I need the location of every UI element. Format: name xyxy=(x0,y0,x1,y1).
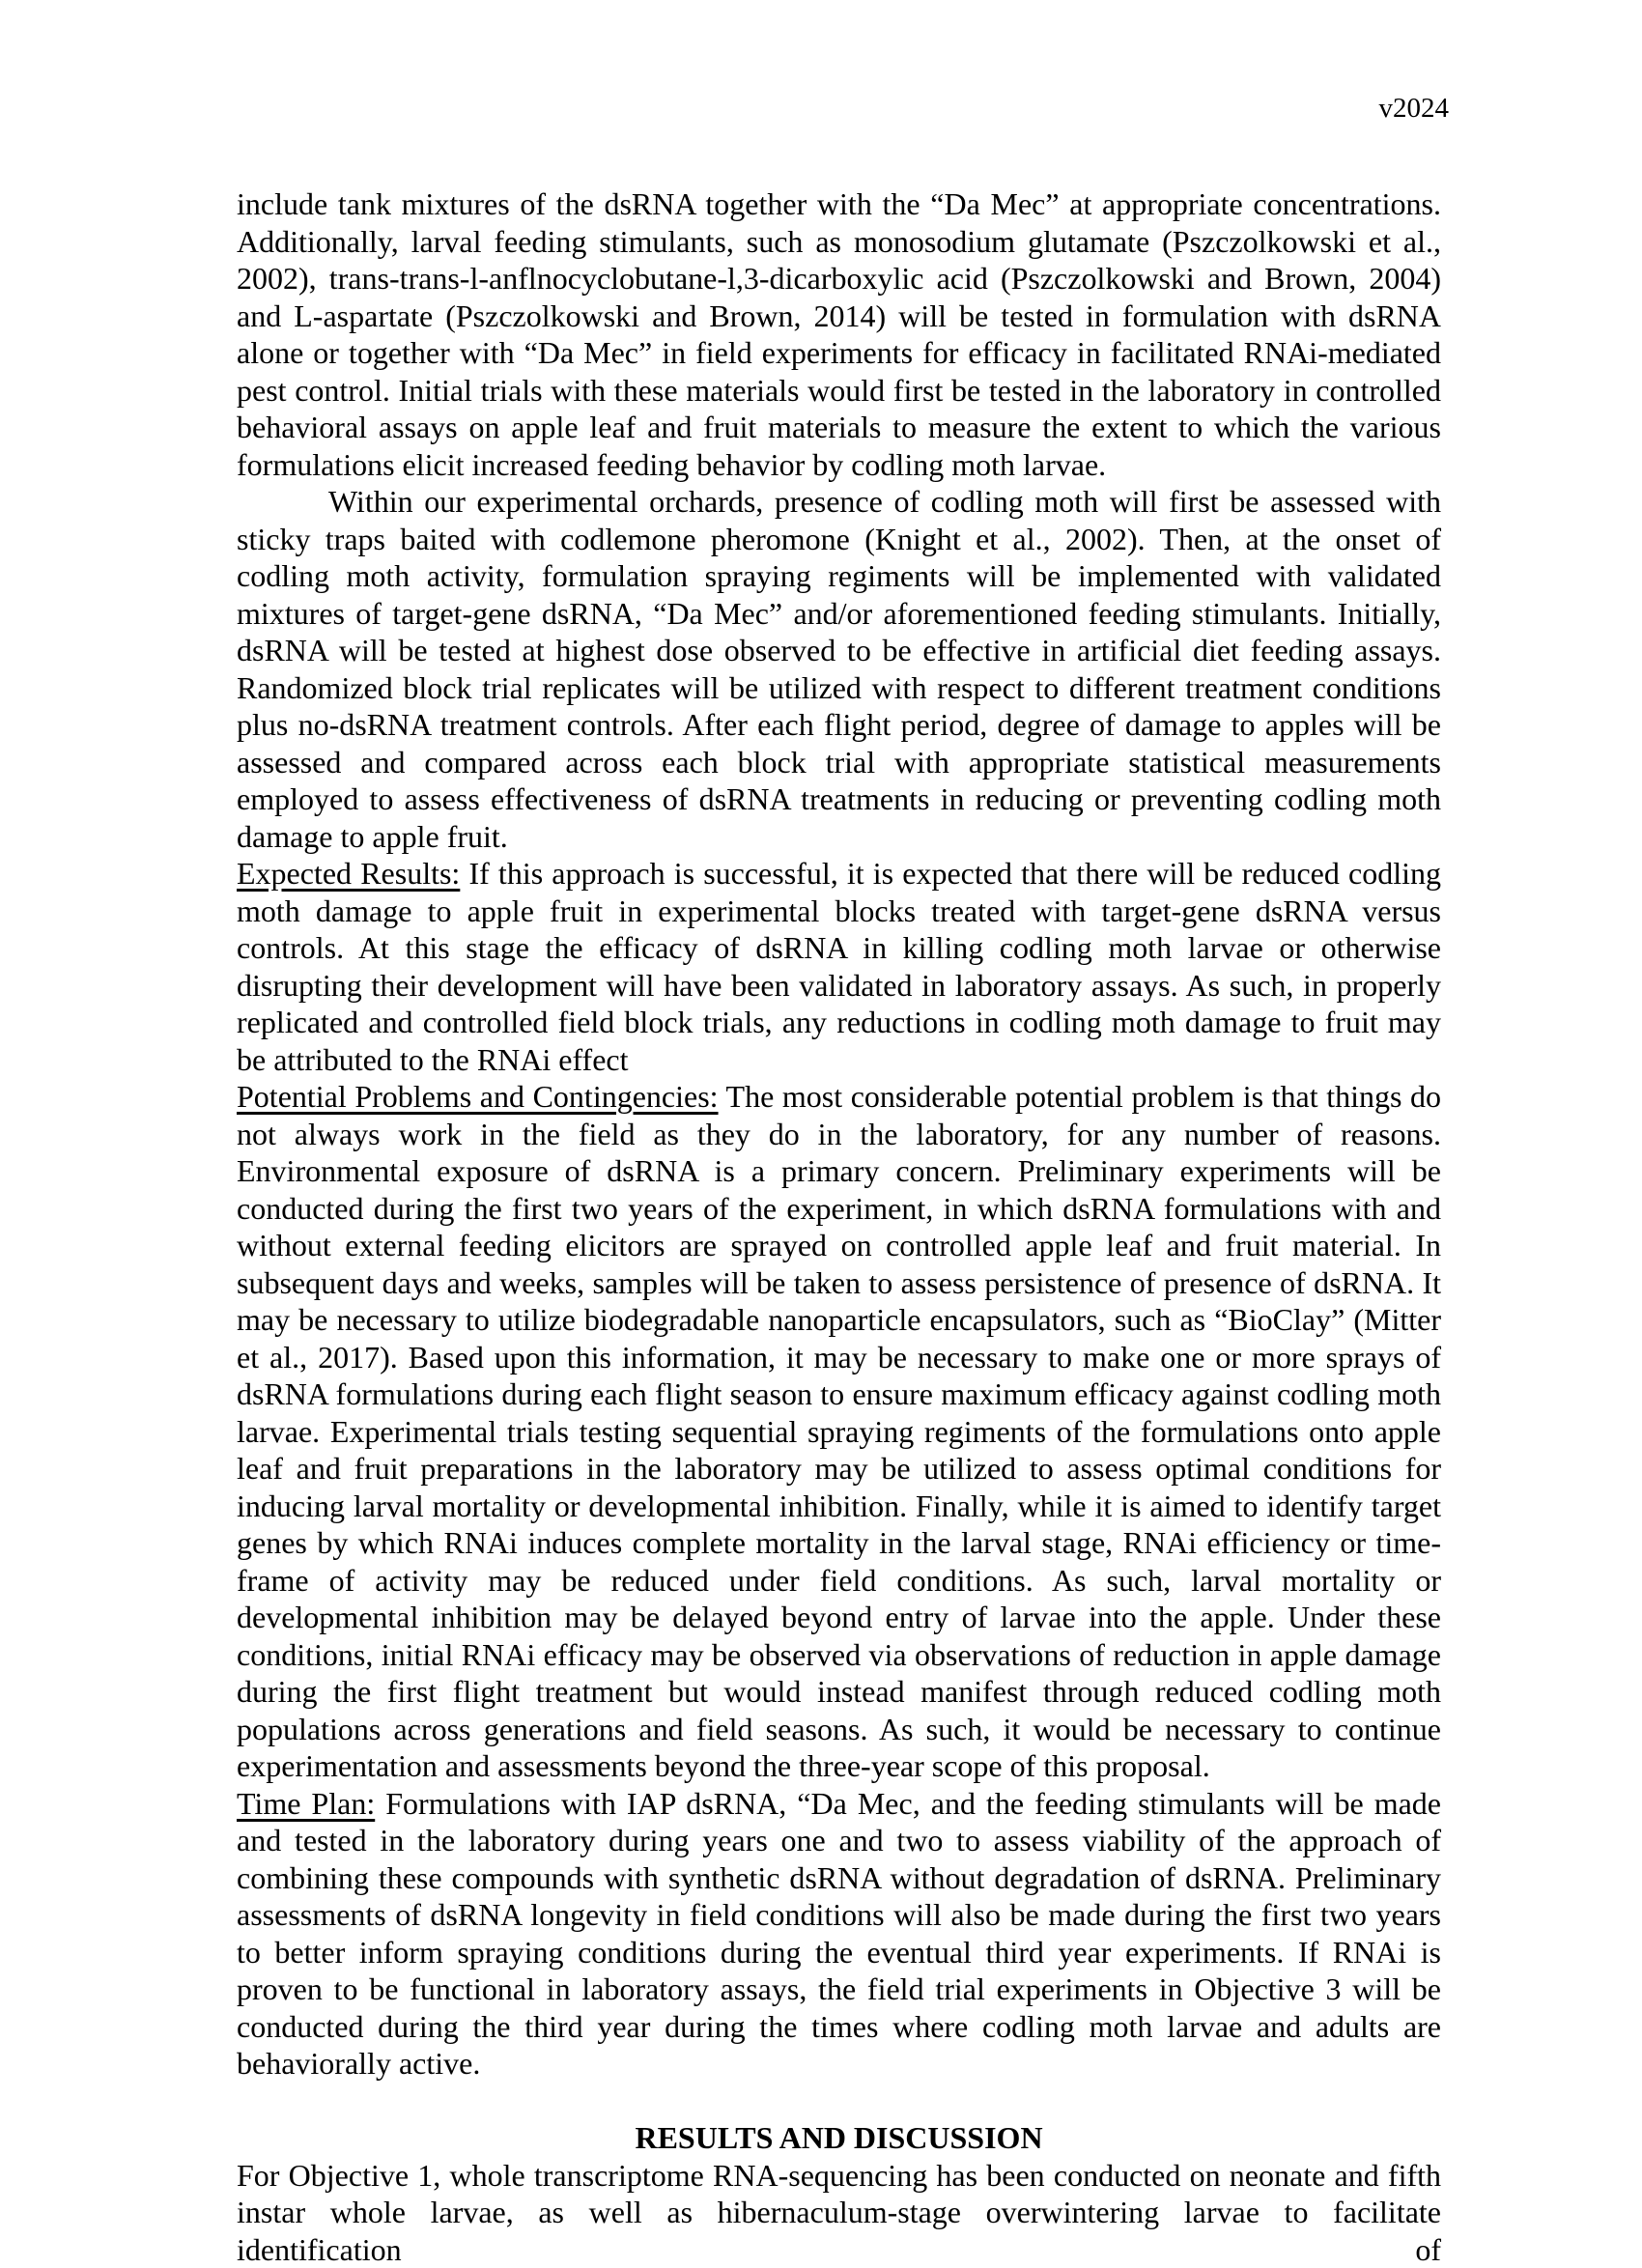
section-heading-results-and-discussion: RESULTS AND DISCUSSION xyxy=(237,2119,1441,2157)
paragraph-formulations xyxy=(237,185,1441,483)
page-body xyxy=(237,185,1441,2268)
expected-results-heading: Expected Results: xyxy=(237,856,460,891)
paragraph-text: The most considerable potential problem is that things do not always work in the field as they do in the laboratory, for any number of reasons. Environmental exposure of dsRNA is a primary concern. Preliminary experiments will be conducted during the first two years of the experiment, in which dsRNA formulations with and without external feeding elicitors are sprayed on controlled apple leaf and fruit material. In subsequent days and weeks, samples will be taken to assess persistence of presence of dsRNA. It may be necessary to utilize biodegradable nanoparticle encapsulators, such as “BioClay” (Mitter et al., 2017). Based upon this information, it may be necessary to make one or more sprays of dsRNA formulations during each flight season to ensure maximum efficacy against codling moth larvae. Experimental trials testing sequential spraying regiments of the formulations onto apple leaf and fruit preparations in the laboratory may be utilized to assess optimal conditions for inducing larval mortality or developmental inhibition. Finally, while it is aimed to identify target genes by which RNAi induces complete mortality in the larval stage, RNAi efficiency or time-frame of activity may be reduced under field conditions. As such, larval mortality or developmental inhibition may be delayed beyond entry of larvae into the apple. Under these conditions, initial RNAi efficacy may be observed via observations of reduction in apple damage during the first flight treatment but would instead manifest through reduced codling moth populations across generations and field seasons. As such, it would be necessary to continue experimentation and assessments beyond the three-year scope of this proposal. xyxy=(237,1079,1441,1783)
paragraph-text: For Objective 1, whole transcriptome RNA-sequencing has been conducted on neonate and fifth instar whole larvae, as well as hibernaculum-stage overwintering larvae to facilitate identification of xyxy=(237,2158,1441,2267)
potential-problems-heading: Potential Problems and Contingencies: xyxy=(237,1079,719,1114)
time-plan-heading: Time Plan: xyxy=(237,1786,375,1821)
paragraph-text: Within our experimental orchards, presence of codling moth will first be assessed with sticky traps baited with codlemone pheromone (Knight et al., 2002). Then, at the onset of codling moth activity, formulation spraying regiments will be implemented with validated mixtures of target-gene dsRNA, “Da Mec” and/or aforementioned feeding stimulants. Initially, dsRNA will be tested at highest dose observed to be effective in artificial diet feeding assays. Randomized block trial replicates will be utilized with respect to different treatment conditions plus no-dsRNA treatment controls. After each flight period, degree of damage to apples will be assessed and compared across each block trial with appropriate statistical measurements employed to assess effectiveness of dsRNA treatments in reducing or preventing codling moth damage to apple fruit. xyxy=(237,484,1441,854)
paragraph-time-plan xyxy=(237,1785,1441,2083)
paragraph-potential-problems xyxy=(237,1078,1441,1785)
paragraph-text: include tank mixtures of the dsRNA together with the “Da Mec” at appropriate concentrations. Additionally, larval feeding stimulants, such as monosodium glutamate (Pszczolkowski et al., 2002), trans-trans-l-anflnocyclobutane-l,3-dicarboxylic acid (Pszczolkowski and Brown, 2004) and L-aspartate (Pszczolkowski and Brown, 2014) will be tested in formulation with dsRNA alone or together with “Da Mec” in field experiments for efficacy in facilitated RNAi-mediated pest control. Initial trials with these materials would first be tested in the laboratory in controlled behavioral assays on apple leaf and fruit materials to measure the extent to which the various formulations elicit increased feeding behavior by codling moth larvae. xyxy=(237,186,1441,482)
paragraph-text: Formulations with IAP dsRNA, “Da Mec, and the feeding stimulants will be made and tested in the laboratory during years one and two to assess viability of the approach of combining these compounds with synthetic dsRNA without degradation of dsRNA. Preliminary assessments of dsRNA longevity in field conditions will also be made during the first two years to better inform spraying conditions during the eventual third year experiments. If RNAi is proven to be functional in laboratory assays, the field trial experiments in Objective 3 will be conducted during the third year during the times where codling moth larvae and adults are behaviorally active. xyxy=(237,1786,1441,2082)
paragraph-expected-results xyxy=(237,855,1441,1078)
paragraph-text: If this approach is successful, it is expected that there will be reduced codling moth damage to apple fruit in experimental blocks treated with target-gene dsRNA versus controls. At this stage the efficacy of dsRNA in killing codling moth larvae or otherwise disrupting their development will have been validated in laboratory assays. As such, in properly replicated and controlled field block trials, any reductions in codling moth damage to fruit may be attributed to the RNAi effect xyxy=(237,856,1441,1077)
version-tag: v2024 xyxy=(1379,93,1450,125)
paragraph-orchard-trials xyxy=(237,483,1441,855)
paragraph-results-discussion xyxy=(237,2157,1441,2268)
